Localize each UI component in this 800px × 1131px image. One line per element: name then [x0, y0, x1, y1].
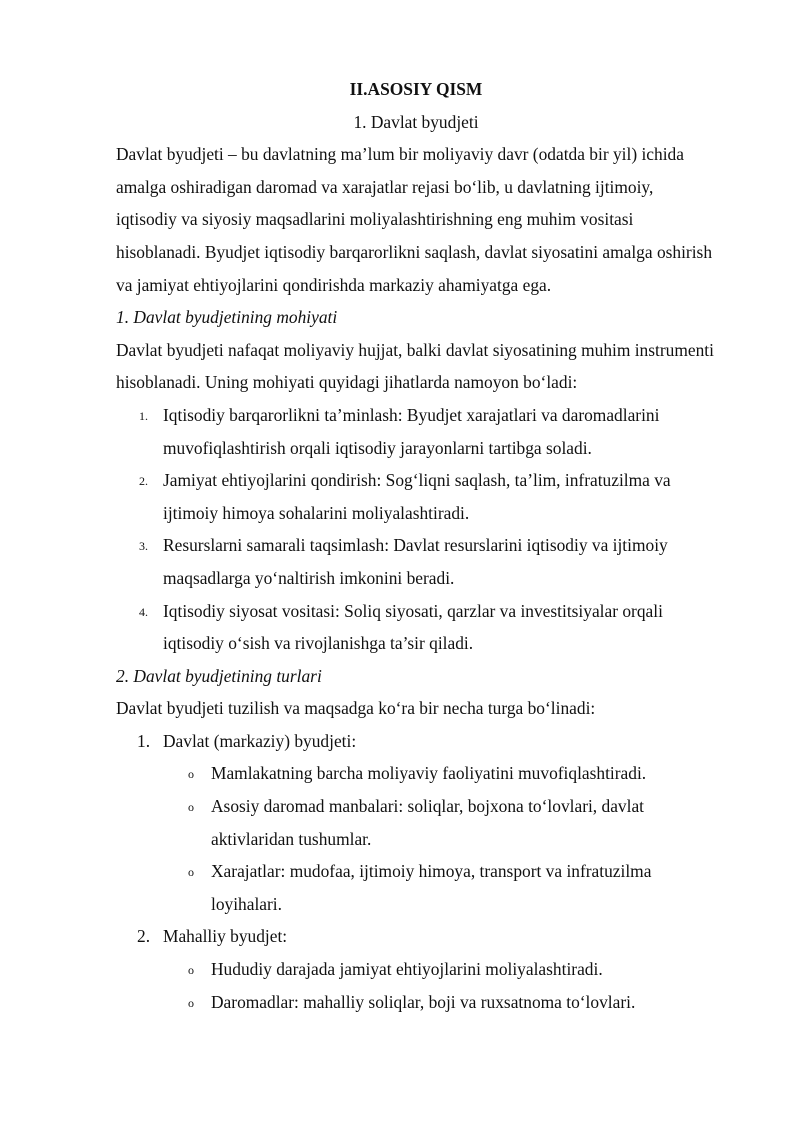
bullet-text: Hududiy darajada jamiyat ehtiyojlarini moliyalashtiradi. — [211, 959, 603, 980]
bullet-text: Asosiy daromad manbalari: soliqlar, bojxona to‘lovlari, davlat aktivlaridan tushumlar. — [211, 796, 644, 849]
list-item — [116, 595, 716, 660]
list-number: 2. — [139, 474, 148, 489]
bullet-item — [163, 986, 716, 1019]
list-number: 2. — [137, 926, 151, 947]
list-item-text: Iqtisodiy barqarorlikni ta’minlash: Byudjet xarajatlari va daromadlarini muvofiqlashtirish orqali iqtisodiy jarayonlarni tartibga soladi. — [163, 404, 660, 458]
bullet-text: Xarajatlar: mudofaa, ijtimoiy himoya, transport va infratuzilma loyihalari. — [211, 861, 652, 914]
bullet-item — [163, 855, 716, 920]
budget-type-label: Mahalliy byudjet: — [163, 926, 288, 947]
bullet-list — [163, 953, 716, 1018]
bullet-item — [163, 953, 716, 986]
budget-type-item — [116, 725, 716, 921]
section-2-paragraph: Davlat byudjeti tuzilish va maqsadga ko‘ra bir necha turga bo‘linadi: — [116, 698, 596, 719]
bullet-marker: o — [188, 995, 194, 1010]
bullet-list — [163, 757, 716, 920]
bullet-marker: o — [188, 767, 194, 782]
essence-list — [116, 399, 716, 660]
list-number: 1. — [137, 730, 151, 751]
section-1-title: 1. Davlat byudjetining mohiyati — [116, 307, 338, 328]
budget-types-list — [116, 725, 716, 1018]
list-item-text: Iqtisodiy siyosat vositasi: Soliq siyosati, qarzlar va investitsiyalar orqali iqtisodiy o‘sish va rivojlanishga ta’sir qiladi. — [163, 600, 663, 654]
list-item-text: Resurslarni samarali taqsimlash: Davlat resurslarini iqtisodiy va ijtimoiy maqsadlarga yo‘naltirish imkonini beradi. — [163, 535, 668, 588]
bullet-text: Daromadlar: mahalliy soliqlar, boji va ruxsatnoma to‘lovlari. — [211, 991, 636, 1012]
bullet-marker: o — [188, 963, 194, 978]
bullet-text: Mamlakatning barcha moliyaviy faoliyatini muvofiqlashtiradi. — [211, 763, 647, 784]
list-item — [116, 399, 716, 464]
document-body — [116, 73, 716, 1018]
bullet-item — [163, 757, 716, 790]
list-number: 4. — [139, 604, 148, 619]
bullet-marker: o — [188, 865, 194, 880]
sub-heading: 1. Davlat byudjeti — [353, 111, 479, 132]
budget-type-label: Davlat (markaziy) byudjeti: — [163, 730, 357, 751]
bullet-item — [163, 790, 716, 855]
budget-type-item — [116, 920, 716, 1018]
list-item — [116, 464, 716, 529]
list-item — [116, 529, 716, 594]
main-heading: II.ASOSIY QISM — [349, 79, 483, 99]
list-number: 1. — [139, 408, 148, 423]
section-1-paragraph: Davlat byudjeti nafaqat moliyaviy hujjat, balki davlat siyosatining muhim instrumenti hisoblanadi. Uning mohiyati quyidagi jihatlarda namoyon bo‘ladi: — [116, 339, 714, 393]
list-item-text: Jamiyat ehtiyojlarini qondirish: Sog‘liqni saqlash, ta’lim, infratuzilma va ijtimoiy himoya sohalarini moliyalashtiradi. — [163, 470, 671, 523]
intro-paragraph: Davlat byudjeti – bu davlatning ma’lum bir moliyaviy davr (odatda bir yil) ichida amalga oshiradigan daromad va xarajatlar rejasi bo‘lib, u davlatning ijtimoiy, iqtisodiy va siyosiy maqsadlarini moliyalashtirishning eng muhim vositasi hisoblanadi. Byudjet iqtisodiy barqarorlikni saqlash, davlat siyosatini amalga oshirish va jamiyat ehtiyojlarini qondirishda markaziy ahamiyatga ega. — [116, 144, 713, 295]
list-number: 3. — [139, 539, 148, 554]
section-2-title: 2. Davlat byudjetining turlari — [116, 665, 322, 686]
bullet-marker: o — [188, 800, 194, 815]
